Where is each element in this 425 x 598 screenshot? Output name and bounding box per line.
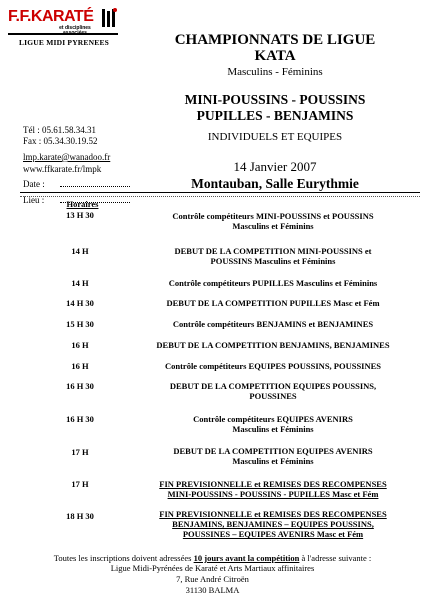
row-line: DEBUT DE LA COMPETITION EQUIPES AVENIRS — [173, 446, 373, 456]
row-time: 13 H 30 — [66, 210, 94, 220]
row-time: 18 H 30 — [66, 511, 94, 521]
date-label: Date : — [23, 179, 45, 189]
row-description — [128, 298, 418, 308]
footer-street: 7, Rue André Citroën — [176, 574, 249, 584]
row-time: 16 H 30 — [66, 381, 94, 391]
date-dotted-line — [60, 186, 130, 187]
row-time: 14 H 30 — [66, 298, 94, 308]
row-description — [128, 414, 418, 434]
categories-line1: MINI-POUSSINS - POUSSINS — [184, 92, 366, 107]
row-line: Contrôle compétiteurs EQUIPES POUSSINS, POUSSINES — [164, 361, 382, 371]
logo-ligue: LIGUE MIDI PYRENEES — [18, 38, 110, 47]
footer-text: Toutes les inscriptions doivent adressées — [53, 553, 194, 563]
row-time: 16 H 30 — [66, 414, 94, 424]
row-line: FIN PREVISIONNELLE et REMISES DES RECOMPENSES — [159, 509, 387, 519]
footer-instructions — [10, 553, 415, 563]
row-time: 17 H — [71, 447, 89, 457]
footer-deadline: 10 jours avant la compétition — [193, 553, 300, 563]
row-time: 14 H — [71, 246, 89, 256]
logo-divider — [8, 33, 118, 35]
header-separator-dotted — [20, 196, 420, 197]
subtitle-genders: Masculins - Féminins — [227, 66, 323, 78]
row-line: POUSSINES — [249, 391, 297, 401]
row-line: Masculins et Féminins — [232, 221, 314, 231]
karateka-icon — [100, 8, 118, 28]
row-description — [128, 509, 418, 539]
row-line: Contrôle compétiteurs EQUIPES AVENIRS — [193, 414, 353, 424]
footer-city: 31130 BALMA — [185, 585, 240, 595]
row-description — [128, 381, 418, 401]
title-kata: KATA — [254, 48, 296, 64]
row-line: Contrôle compétiteurs PUPILLES Masculins et Féminins — [168, 278, 378, 288]
row-line: DEBUT DE LA COMPETITION EQUIPES POUSSINS, — [169, 381, 377, 391]
event-date: 14 Janvier 2007 — [233, 159, 317, 174]
row-line: DEBUT DE LA COMPETITION PUPILLES Masc et Fém — [166, 298, 380, 308]
row-time: 16 H — [71, 340, 89, 350]
row-line: POUSSINES – EQUIPES AVENIRS Masc et Fém — [182, 529, 364, 539]
row-line: FIN PREVISIONNELLE et REMISES DES RECOMPENSES — [159, 479, 387, 489]
row-line: Masculins et Féminins — [232, 456, 314, 466]
footer-organisation: Ligue Midi-Pyrénées de Karaté et Arts Martiaux affinitaires — [110, 563, 315, 573]
row-line: POUSSINS Masculins et Féminins — [210, 256, 336, 266]
row-description — [128, 446, 418, 466]
row-description — [128, 211, 418, 231]
row-description — [128, 479, 418, 499]
row-line: DEBUT DE LA COMPETITION BENJAMINS, BENJAMINES — [156, 340, 390, 350]
row-time: 16 H — [71, 361, 89, 371]
contact-web: www.ffkarate.fr/lmpk — [23, 164, 102, 174]
row-time: 15 H 30 — [66, 319, 94, 329]
footer-text: à l'adresse suivante : — [299, 553, 372, 563]
competition-type: INDIVIDUELS ET EQUIPES — [207, 131, 343, 143]
row-time: 14 H — [71, 278, 89, 288]
row-description — [128, 319, 418, 329]
contact-email-link[interactable]: lmp.karate@wanadoo.fr — [23, 152, 111, 162]
row-time: 17 H — [71, 479, 89, 489]
contact-tel: Tél : 05.61.58.34.31 — [23, 125, 96, 135]
row-line: Contrôle compétiteurs MINI-POUSSINS et POUSSINS — [172, 211, 374, 221]
row-line: Contrôle compétiteurs BENJAMINS et BENJAMINES — [172, 319, 374, 329]
row-description — [128, 361, 418, 371]
header-separator — [20, 192, 420, 193]
lieu-label: Lieu : — [23, 195, 45, 205]
row-line: BENJAMINS, BENJAMINES – EQUIPES POUSSINS, — [172, 519, 374, 529]
title-championnats: CHAMPIONNATS DE LIGUE — [174, 32, 376, 48]
event-location: Montauban, Salle Eurythmie — [191, 176, 359, 191]
row-line: MINI-POUSSINS - POUSSINS - PUPILLES Masc et Fém — [167, 489, 379, 499]
logo-subtitle: et disciplines — [59, 25, 91, 31]
logo-brand: F.F.KARATÉ — [8, 8, 94, 25]
contact-fax: Fax : 05.34.30.19.52 — [23, 136, 98, 146]
categories-line2: PUPILLES - BENJAMINS — [196, 108, 354, 123]
row-description — [128, 246, 418, 266]
schedule-header: Horaires — [66, 199, 99, 209]
row-line: Masculins et Féminins — [232, 424, 314, 434]
row-line: DEBUT DE LA COMPETITION MINI-POUSSINS et — [174, 246, 372, 256]
row-description — [128, 340, 418, 350]
row-description — [128, 278, 418, 288]
